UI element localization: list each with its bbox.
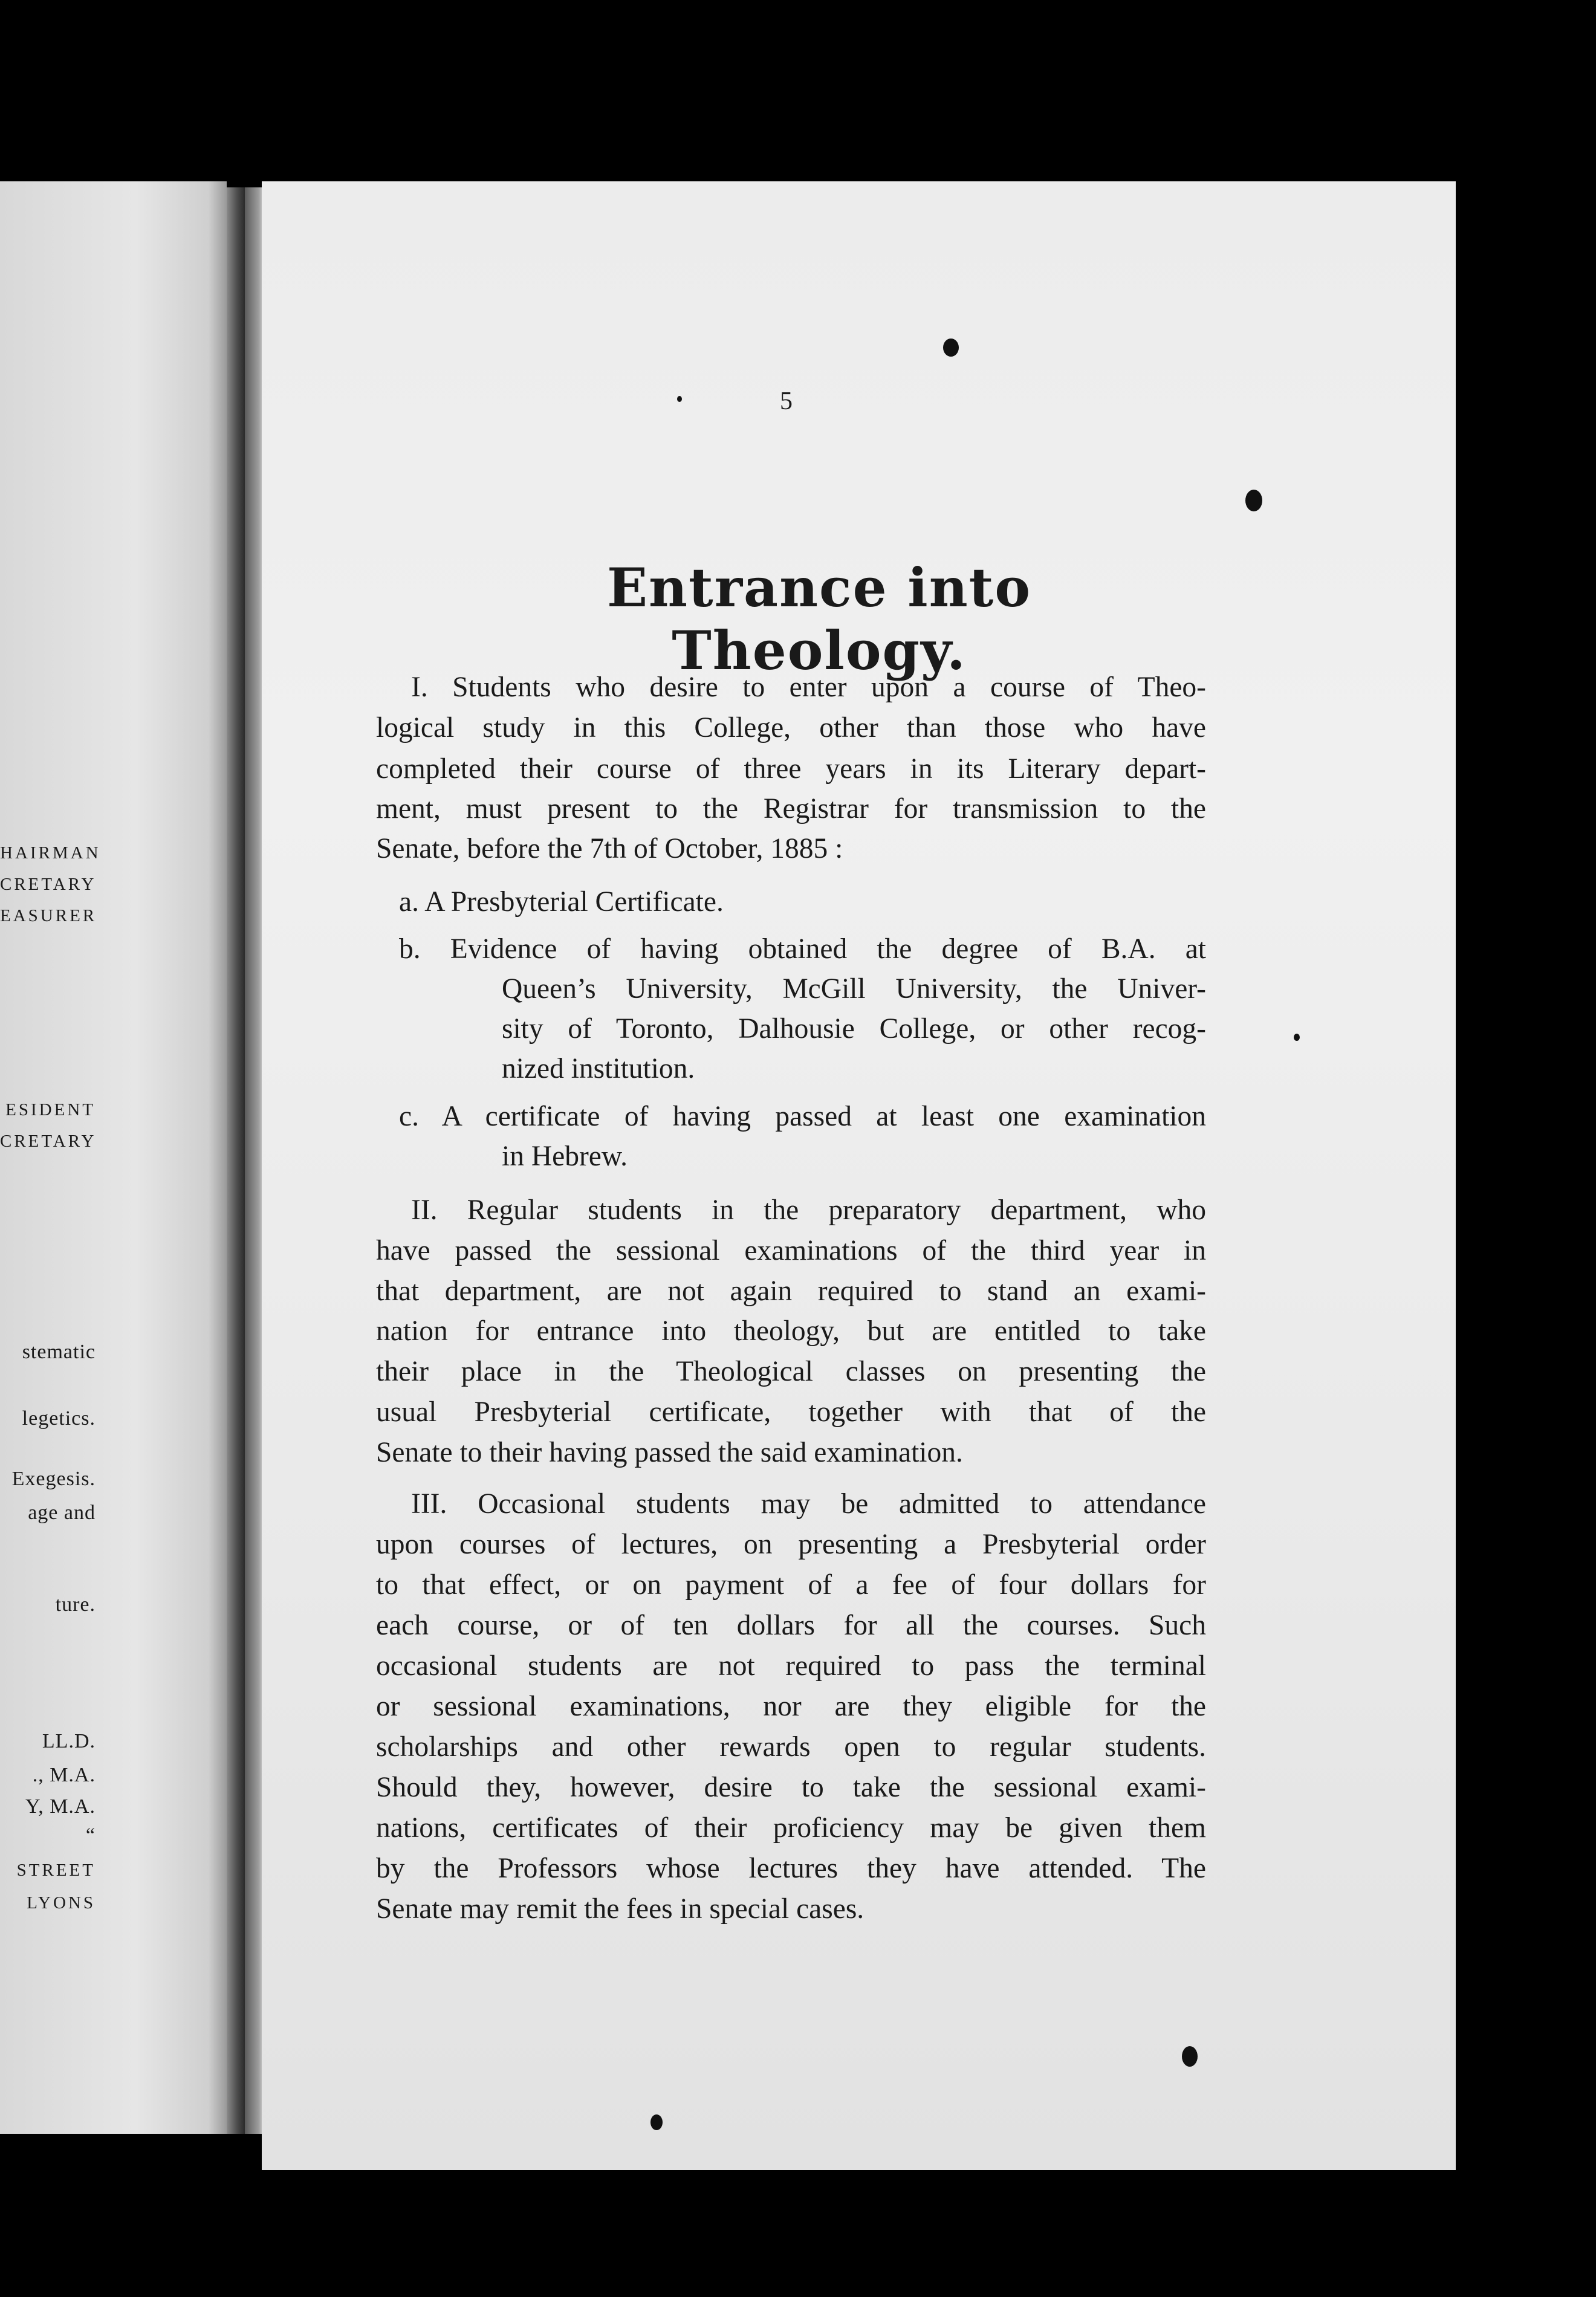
scan-speck (1294, 1034, 1300, 1041)
text-line: a. A Presbyterial Certificate. (399, 886, 724, 918)
facing-page-fragment-line: legetics. (22, 1407, 96, 1430)
text-line: nation for entrance into theology, but are entitled to take (376, 1315, 1206, 1347)
text-line: c. A certificate of having passed at least one examination (399, 1101, 1206, 1132)
text-line: b. Evidence of having obtained the degree of B.A. at (399, 933, 1206, 965)
text-line: ment, must present to the Registrar for transmission to the (376, 793, 1206, 825)
page-number: 5 (780, 387, 793, 415)
text-line: logical study in this College, other than those who have (376, 712, 1206, 744)
text-line: nized institution. (502, 1053, 695, 1084)
facing-page-fragment-line: STREET (16, 1861, 96, 1880)
text-line: nations, certificates of their proficiency may be given them (376, 1812, 1206, 1844)
text-line: their place in the Theological classes on presenting the (376, 1356, 1206, 1387)
text-line: upon courses of lectures, on presenting a Presbyterial order (376, 1529, 1206, 1560)
facing-page-fragment-line: age and (28, 1502, 96, 1524)
text-line: II. Regular students in the preparatory department, who (411, 1194, 1206, 1226)
facing-page-fragment-line: CRETARY (0, 875, 97, 894)
scan-speck (650, 2114, 663, 2130)
text-line: that department, are not again required to stand an exami- (376, 1275, 1206, 1307)
text-line: Senate to their having passed the said examination. (376, 1437, 963, 1468)
text-line: occasional students are not required to pass the terminal (376, 1650, 1206, 1682)
text-line: in Hebrew. (502, 1141, 628, 1172)
facing-page-fragment-line: ture. (55, 1593, 96, 1616)
facing-page-fragment-line: LL.D. (42, 1730, 96, 1752)
text-line: III. Occasional students may be admitted to attendance (411, 1488, 1206, 1520)
text-line: Senate may remit the fees in special cases. (376, 1893, 864, 1925)
facing-page-fragment-line: stematic (22, 1341, 96, 1363)
scan-speck (677, 396, 682, 402)
text-line: to that effect, or on payment of a fee of four dollars for (376, 1569, 1206, 1601)
text-line: each course, or of ten dollars for all the courses. Such (376, 1610, 1206, 1641)
facing-page-fragment-line: “ (85, 1824, 96, 1847)
scan-speck (1245, 490, 1262, 511)
text-line: have passed the sessional examinations of the third year in (376, 1235, 1206, 1266)
facing-page-fragment-line: Exegesis. (11, 1468, 96, 1490)
text-line: by the Professors whose lectures they have attended. The (376, 1853, 1206, 1884)
page-gutter-edge (245, 187, 262, 2134)
facing-page-fragment-line: ESIDENT (5, 1100, 96, 1119)
scan-speck (943, 339, 959, 357)
text-line: completed their course of three years in its Literary depart- (376, 753, 1206, 785)
facing-page-fragment-line: LYONS (27, 1893, 96, 1913)
text-line: I. Students who desire to enter upon a course of Theo- (411, 672, 1206, 703)
text-line: sity of Toronto, Dalhousie College, or other recog- (502, 1013, 1206, 1045)
text-line: usual Presbyterial certificate, together with that of the (376, 1396, 1206, 1428)
facing-page-fragment-line: Y, M.A. (25, 1795, 96, 1818)
text-line: Should they, however, desire to take the sessional exami- (376, 1772, 1206, 1803)
page-title: Entrance into Theology. (606, 556, 1032, 682)
facing-page-fragment-line: EASURER (0, 906, 97, 925)
facing-page-fragment (0, 181, 227, 2134)
text-line: Senate, before the 7th of October, 1885 : (376, 833, 843, 864)
page-gutter (227, 187, 245, 2134)
facing-page-fragment-line: HAIRMAN (0, 843, 101, 863)
text-line: Queen’s University, McGill University, the Univer- (502, 973, 1206, 1005)
facing-page-fragment-line: ., M.A. (32, 1764, 96, 1786)
text-line: scholarships and other rewards open to regular students. (376, 1731, 1206, 1763)
facing-page-fragment-line: CRETARY (0, 1132, 97, 1151)
scan-speck (1182, 2046, 1198, 2067)
text-line: or sessional examinations, nor are they eligible for the (376, 1691, 1206, 1722)
